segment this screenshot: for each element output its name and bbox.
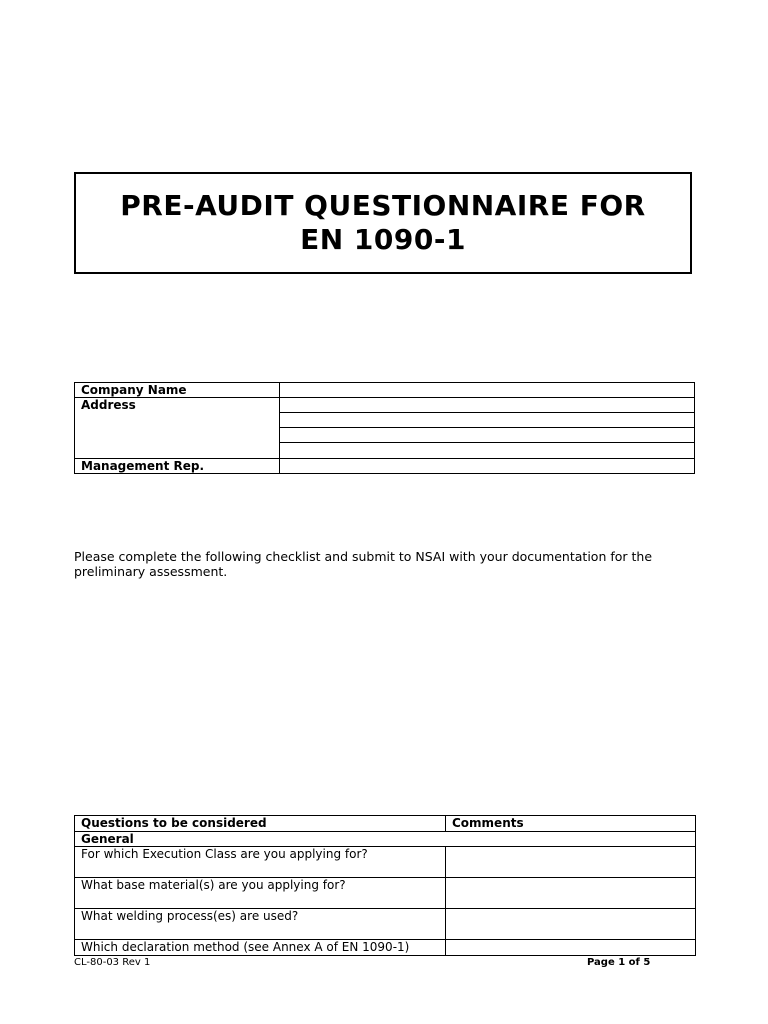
comments-column-header: Comments	[446, 816, 696, 832]
comment-field-welding-process[interactable]	[446, 909, 696, 940]
comment-field-base-material[interactable]	[446, 878, 696, 909]
address-line-1-field[interactable]	[280, 398, 695, 413]
address-line-4-field[interactable]	[280, 443, 695, 459]
question-base-material: What base material(s) are you applying for?	[75, 878, 446, 909]
section-general-heading: General	[75, 832, 696, 847]
address-line-3-field[interactable]	[280, 428, 695, 443]
company-name-field[interactable]	[280, 383, 695, 398]
questions-column-header: Questions to be considered	[75, 816, 446, 832]
document-title-box	[74, 172, 692, 274]
document-title-line-2: EN 1090-1	[300, 223, 466, 256]
management-rep-label: Management Rep.	[75, 459, 280, 474]
instructions-text: Please complete the following checklist and submit to NSAI with your documentation for the preliminary assessment.	[74, 549, 653, 579]
document-title-line-1: PRE-AUDIT QUESTIONNAIRE FOR	[120, 189, 646, 222]
address-label: Address	[75, 398, 280, 459]
company-name-label: Company Name	[75, 383, 280, 398]
comment-field-execution-class[interactable]	[446, 847, 696, 878]
comment-field-declaration-method[interactable]	[446, 940, 696, 956]
management-rep-field[interactable]	[280, 459, 695, 474]
questions-table	[74, 815, 696, 956]
footer-page-number: Page 1 of 5	[587, 957, 651, 968]
address-line-2-field[interactable]	[280, 413, 695, 428]
question-welding-process: What welding process(es) are used?	[75, 909, 446, 940]
company-info-table	[74, 382, 695, 474]
footer-document-reference: CL-80-03 Rev 1	[74, 957, 151, 968]
question-execution-class: For which Execution Class are you applying for?	[75, 847, 446, 878]
question-declaration-method: Which declaration method (see Annex A of EN 1090-1)	[75, 940, 446, 956]
